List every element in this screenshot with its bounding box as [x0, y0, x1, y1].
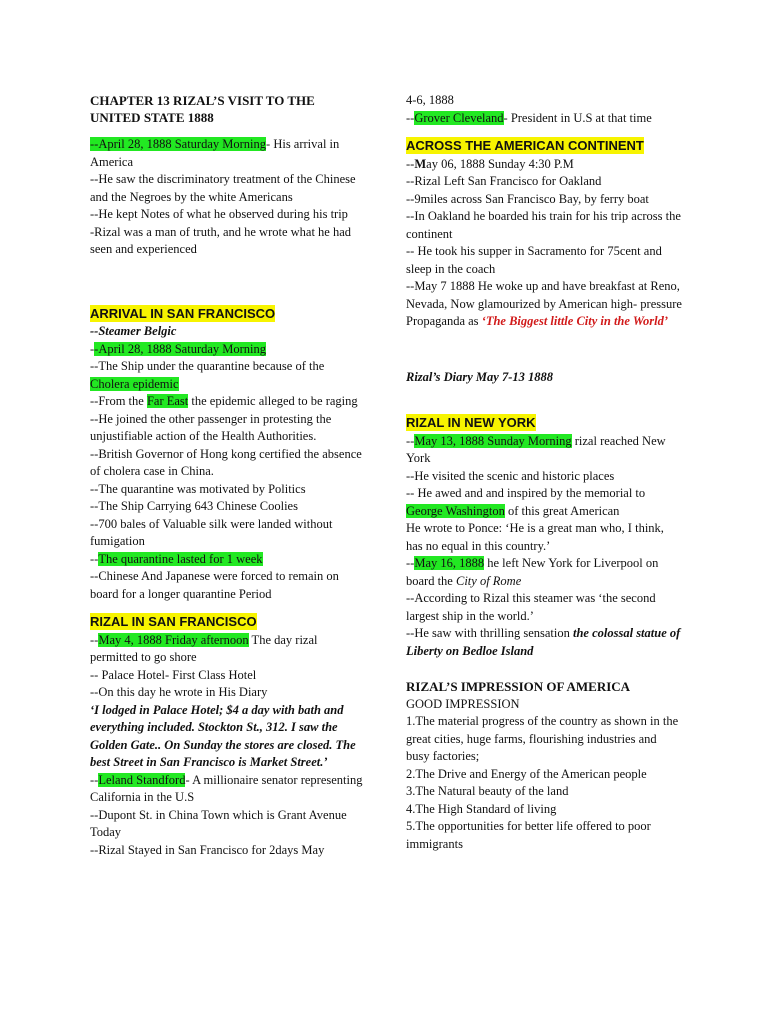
grover-prefix: -- — [406, 110, 415, 125]
impression-heading: RIZAL’S IMPRESSION OF AMERICA — [406, 679, 631, 694]
left-rest: he left New York for Liverpool on board the — [406, 556, 659, 588]
liberty-prefix: --He saw with thrilling sensation — [406, 626, 573, 640]
intro-line: --He kept Notes of what he observed during his trip — [90, 207, 348, 221]
across-line: --9miles across San Francisco Bay, by ferry boat — [406, 191, 649, 206]
reno-line — [406, 278, 682, 331]
arrival-date-line — [90, 341, 365, 359]
leland-prefix: -- — [90, 772, 99, 787]
liberty-line — [406, 625, 682, 660]
leland-rest: - A millionaire senator representing California in the U.S — [90, 772, 363, 804]
sf-dupont: --Dupont St. in China Town which is Grant Avenue Today — [90, 807, 347, 839]
left-ny-line — [406, 555, 682, 590]
arrival-line: --He joined the other passenger in protesting the unjustifiable action of the Health Authorities. — [90, 411, 332, 443]
sf-prefix: -- — [90, 632, 99, 647]
across-line: -- He took his supper in Sacramento for 75cent and sleep in the coach — [406, 244, 662, 276]
quarantine-highlight: The quarantine lasted for 1 week — [98, 551, 263, 566]
diary-title: Rizal’s Diary May 7-13 1888 — [406, 369, 553, 384]
across-line: --Rizal Left San Francisco for Oakland — [406, 174, 602, 188]
arrival-heading: ARRIVAL IN SAN FRANCISCO — [90, 305, 276, 321]
ny-awed: -- He awed and and inspired by the memorial to — [406, 486, 646, 500]
sf-date: May 4, 1888 Friday afternoon — [98, 632, 249, 647]
across-date-line — [406, 156, 682, 174]
ship-line: --The Ship under the quarantine because of the — [90, 359, 325, 373]
ny-heading: RIZAL IN NEW YORK — [406, 415, 536, 430]
arrival-line: --The Ship Carrying 643 Chinese Coolies — [90, 499, 298, 513]
intro-date-rest: - His arrival in America — [90, 137, 340, 169]
ny-visited: --He visited the scenic and historic places — [406, 468, 615, 483]
impression-item: 4.The High Standard of living — [406, 801, 557, 816]
arrival-last: --Chinese And Japanese were forced to remain on board for a longer quarantine Period — [90, 569, 339, 601]
leland-line — [90, 772, 365, 807]
impression-item: 1.The material progress of the country as shown in the great cities, huge farms, flourishing industries and busy factories; — [406, 714, 679, 763]
far-east-line — [90, 393, 365, 411]
quarantine-prefix: -- — [90, 551, 99, 566]
continued-date: 4-6, 1888 — [406, 93, 454, 107]
intro-date: --April 28, 1888 Saturday Morning — [90, 137, 267, 151]
across-date-prefix: -- — [406, 156, 415, 171]
sf-date-line — [90, 632, 365, 667]
across-heading: ACROSS THE AMERICAN CONTINENT — [406, 138, 644, 153]
arrival-date: -April 28, 1888 Saturday Morning — [94, 341, 267, 356]
intro-line: -Rizal was a man of truth, and he wrote what he had seen and experienced — [90, 224, 352, 256]
arrival-line: --700 bales of Valuable silk were landed without fumigation — [90, 516, 333, 548]
ny-date-rest: rizal reached New York — [406, 433, 666, 465]
across-date-m: M — [414, 156, 427, 171]
arrival-line: --The quarantine was motivated by Politics — [90, 481, 306, 496]
george-line — [406, 503, 682, 521]
grover-line — [406, 110, 682, 128]
intro-line: --He saw the discriminatory treatment of the Chinese and the Negroes by the white Americans — [90, 172, 356, 204]
ny-date-line — [406, 433, 682, 468]
good-impression: GOOD IMPRESSION — [406, 696, 520, 711]
left-column — [90, 92, 365, 859]
impression-item: 3.The Natural beauty of the land — [406, 784, 569, 798]
far-east-highlight: Far East — [146, 394, 189, 408]
sf-hotel: -- Palace Hotel- First Class Hotel — [90, 667, 257, 682]
intro-date-line — [90, 136, 365, 171]
george-highlight: George Washington — [406, 503, 505, 518]
impression-item: 2.The Drive and Energy of the American people — [406, 766, 647, 781]
ponce-line: He wrote to Ponce: ‘He is a great man who, I think, has no equal in this country.’ — [406, 521, 664, 553]
arrival-ship: --Steamer Belgic — [90, 324, 177, 338]
city-of-rome: City of Rome — [455, 573, 522, 588]
across-date-rest: ay 06, 1888 Sunday 4:30 P.M — [426, 156, 574, 171]
sf-date-rest: The day rizal permitted to go shore — [90, 632, 318, 664]
cholera-highlight: Cholera epidemic — [90, 376, 179, 391]
grover-highlight: Grover Cleveland — [414, 110, 504, 125]
leland-highlight: Leland Standford — [98, 772, 186, 787]
grover-rest: - President in U.S at that time — [503, 110, 652, 125]
sf-stay: --Rizal Stayed in San Francisco for 2days May — [90, 842, 325, 857]
right-column — [406, 92, 682, 853]
liberty-text: the colossal statue of Liberty on Bedloe Island — [406, 626, 681, 658]
across-line: --In Oakland he boarded his train for his trip across the continent — [406, 209, 681, 241]
steamer-line: --According to Rizal this steamer was ‘the second largest ship in the world.’ — [406, 591, 656, 623]
left-prefix: -- — [406, 556, 415, 570]
sf-heading: RIZAL IN SAN FRANCISCO — [90, 614, 257, 629]
impression-item: 5.The opportunities for better life offered to poor immigrants — [406, 819, 651, 851]
reno-quote: ‘The Biggest little City in the World’ — [481, 314, 669, 328]
arrival-line: --British Governor of Hong kong certified the absence of cholera case in China. — [90, 446, 362, 478]
ny-prefix: -- — [406, 433, 415, 448]
sf-diary: --On this day he wrote in His Diary — [90, 685, 268, 699]
from-rest: the epidemic alleged to be raging — [188, 394, 358, 408]
left-date: May 16, 1888 — [414, 556, 485, 570]
sf-quote: ‘I lodged in Palace Hotel; $4 a day with bath and everything included. Stockton St., 312. I saw the Golden Gate.. On Sunday the stores are closed. The best Street in San Francisco is Market Street.’ — [90, 702, 356, 769]
chapter-title: CHAPTER 13 RIZAL’S VISIT TO THE UNITED STATE 1888 — [90, 93, 315, 125]
george-rest: of this great American — [504, 503, 620, 518]
reno-text: --May 7 1888 He woke up and have breakfast at Reno, Nevada, Now glamourized by American high- pressure Propaganda as — [406, 279, 682, 328]
from-prefix: --From the — [90, 394, 147, 408]
arrival-date-prefix: - — [90, 341, 95, 356]
quarantine-line — [90, 551, 365, 569]
ny-date: May 13, 1888 Sunday Morning — [414, 433, 572, 448]
